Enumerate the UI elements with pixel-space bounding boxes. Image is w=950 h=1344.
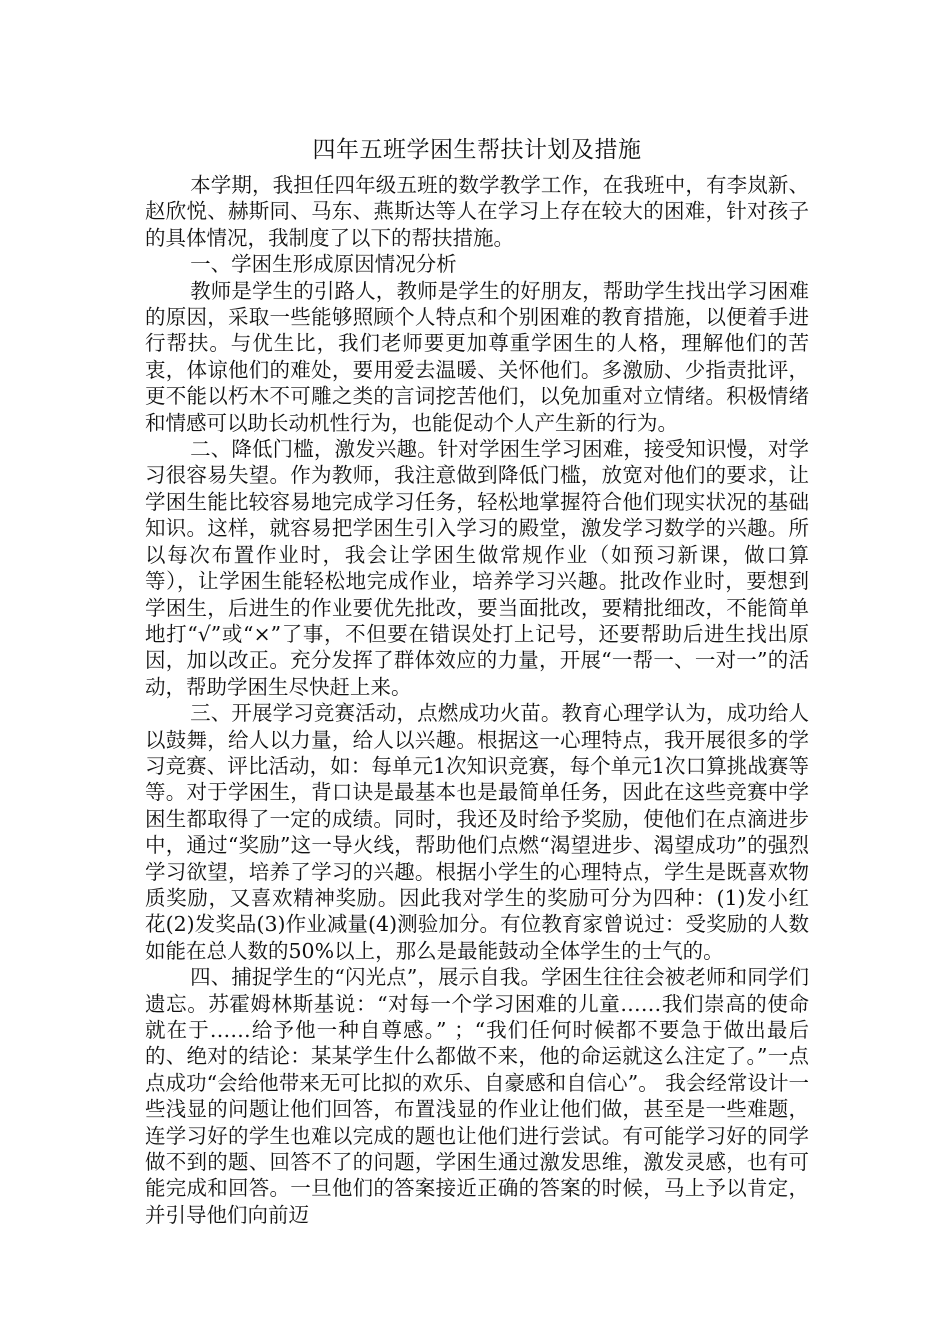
paragraph-intro: 本学期，我担任四年级五班的数学教学工作，在我班中，有李岚新、赵欣悦、赫斯同、马东、燕斯达等人在学习上存在较大的困难，针对孩子的具体情况，我制度了以下的帮扶措施。 (145, 173, 809, 250)
paragraph-highlights: 四、捕捉学生的“闪光点”，展示自我。学困生往往会被老师和同学们遗忘。苏霍姆林斯基说：“对每一个学习困难的儿童……我们崇高的使命就在于……给予他一种自尊感。” ；“我们任何时候都不要急于做出最后的、绝对的结论：某某学生什么都做不来，他的命运就这么注定了。”一点点成功“会给他带来无可比拟的欢乐、自豪感和自信心”。 我会经常设计一些浅显的问题让他们回答，布置浅显的作业让他们做，甚至是一些难题，连学习好的学生也难以完成的题也让他们进行尝试。有可能学习好的同学做不到的题、回答不了的问题，学困生通过激发思维，激发灵感，也有可能完成和回答。一旦他们的答案接近正确的答案的时候，马上予以肯定，并引导他们向前迈 (145, 965, 809, 1227)
section-heading-causes: 一、学困生形成原因情况分析 (190, 252, 457, 277)
paragraph-competitions: 三、开展学习竞赛活动，点燃成功火苗。教育心理学认为，成功给人以鼓舞，给人以力量，给人以兴趣。根据这一心理特点，我开展很多的学习竞赛、评比活动，如：每单元1次知识竞赛，每个单元1次口算挑战赛等等。对于学困生，背口诀是最基本也是最简单任务，因此在这些竞赛中学困生都取得了一定的成绩。同时，我还及时给予奖励，使他们在点滴进步中，通过“奖励”这一导火线，帮助他们点燃“渴望进步、渴望成功”的强烈学习欲望，培养了学习的兴趣。根据小学生的心理特点，学生是既喜欢物质奖励，又喜欢精神奖励。因此我对学生的奖励可分为四种：(1)发小红花(2)发奖品(3)作业减量(4)测验加分。有位教育家曾说过：受奖励的人数如能在总人数的50%以上，那么是最能鼓动全体学生的士气的。 (145, 701, 809, 963)
paragraph-lower-threshold: 二、降低门槛，激发兴趣。针对学困生学习困难，接受知识慢，对学习很容易失望。作为教师，我注意做到降低门槛，放宽对他们的要求，让学困生能比较容易地完成学习任务，轻松地掌握符合他们现实状况的基础知识。这样，就容易把学困生引入学习的殿堂，激发学习数学的兴趣。所以每次布置作业时，我会让学困生做常规作业（如预习新课，做口算等），让学困生能轻松地完成作业，培养学习兴趣。批改作业时，要想到学困生，后进生的作业要优先批改，要当面批改，要精批细改，不能简单地打“√”或“×”了事，不但要在错误处打上记号，还要帮助后进生找出原因，加以改正。充分发挥了群体效应的力量，开展“一帮一、一对一”的活动，帮助学困生尽快赶上来。 (145, 437, 809, 699)
document-title: 四年五班学困生帮扶计划及措施 (312, 137, 642, 163)
paragraph-teacher-role: 教师是学生的引路人，教师是学生的好朋友，帮助学生找出学习困难的原因，采取一些能够照顾个人特点和个别困难的教育措施，以便着手进行帮扶。与优生比，我们老师要更加尊重学困生的人格，理解他们的苦衷，体谅他们的难处，要用爱去温暖、关怀他们。多激励、少指责批评，更不能以朽木不可雕之类的言词挖苦他们，以免加重对立情绪。积极情绪和情感可以助长动机性行为，也能促动个人产生新的行为。 (145, 278, 809, 435)
document-page (145, 130, 809, 1228)
